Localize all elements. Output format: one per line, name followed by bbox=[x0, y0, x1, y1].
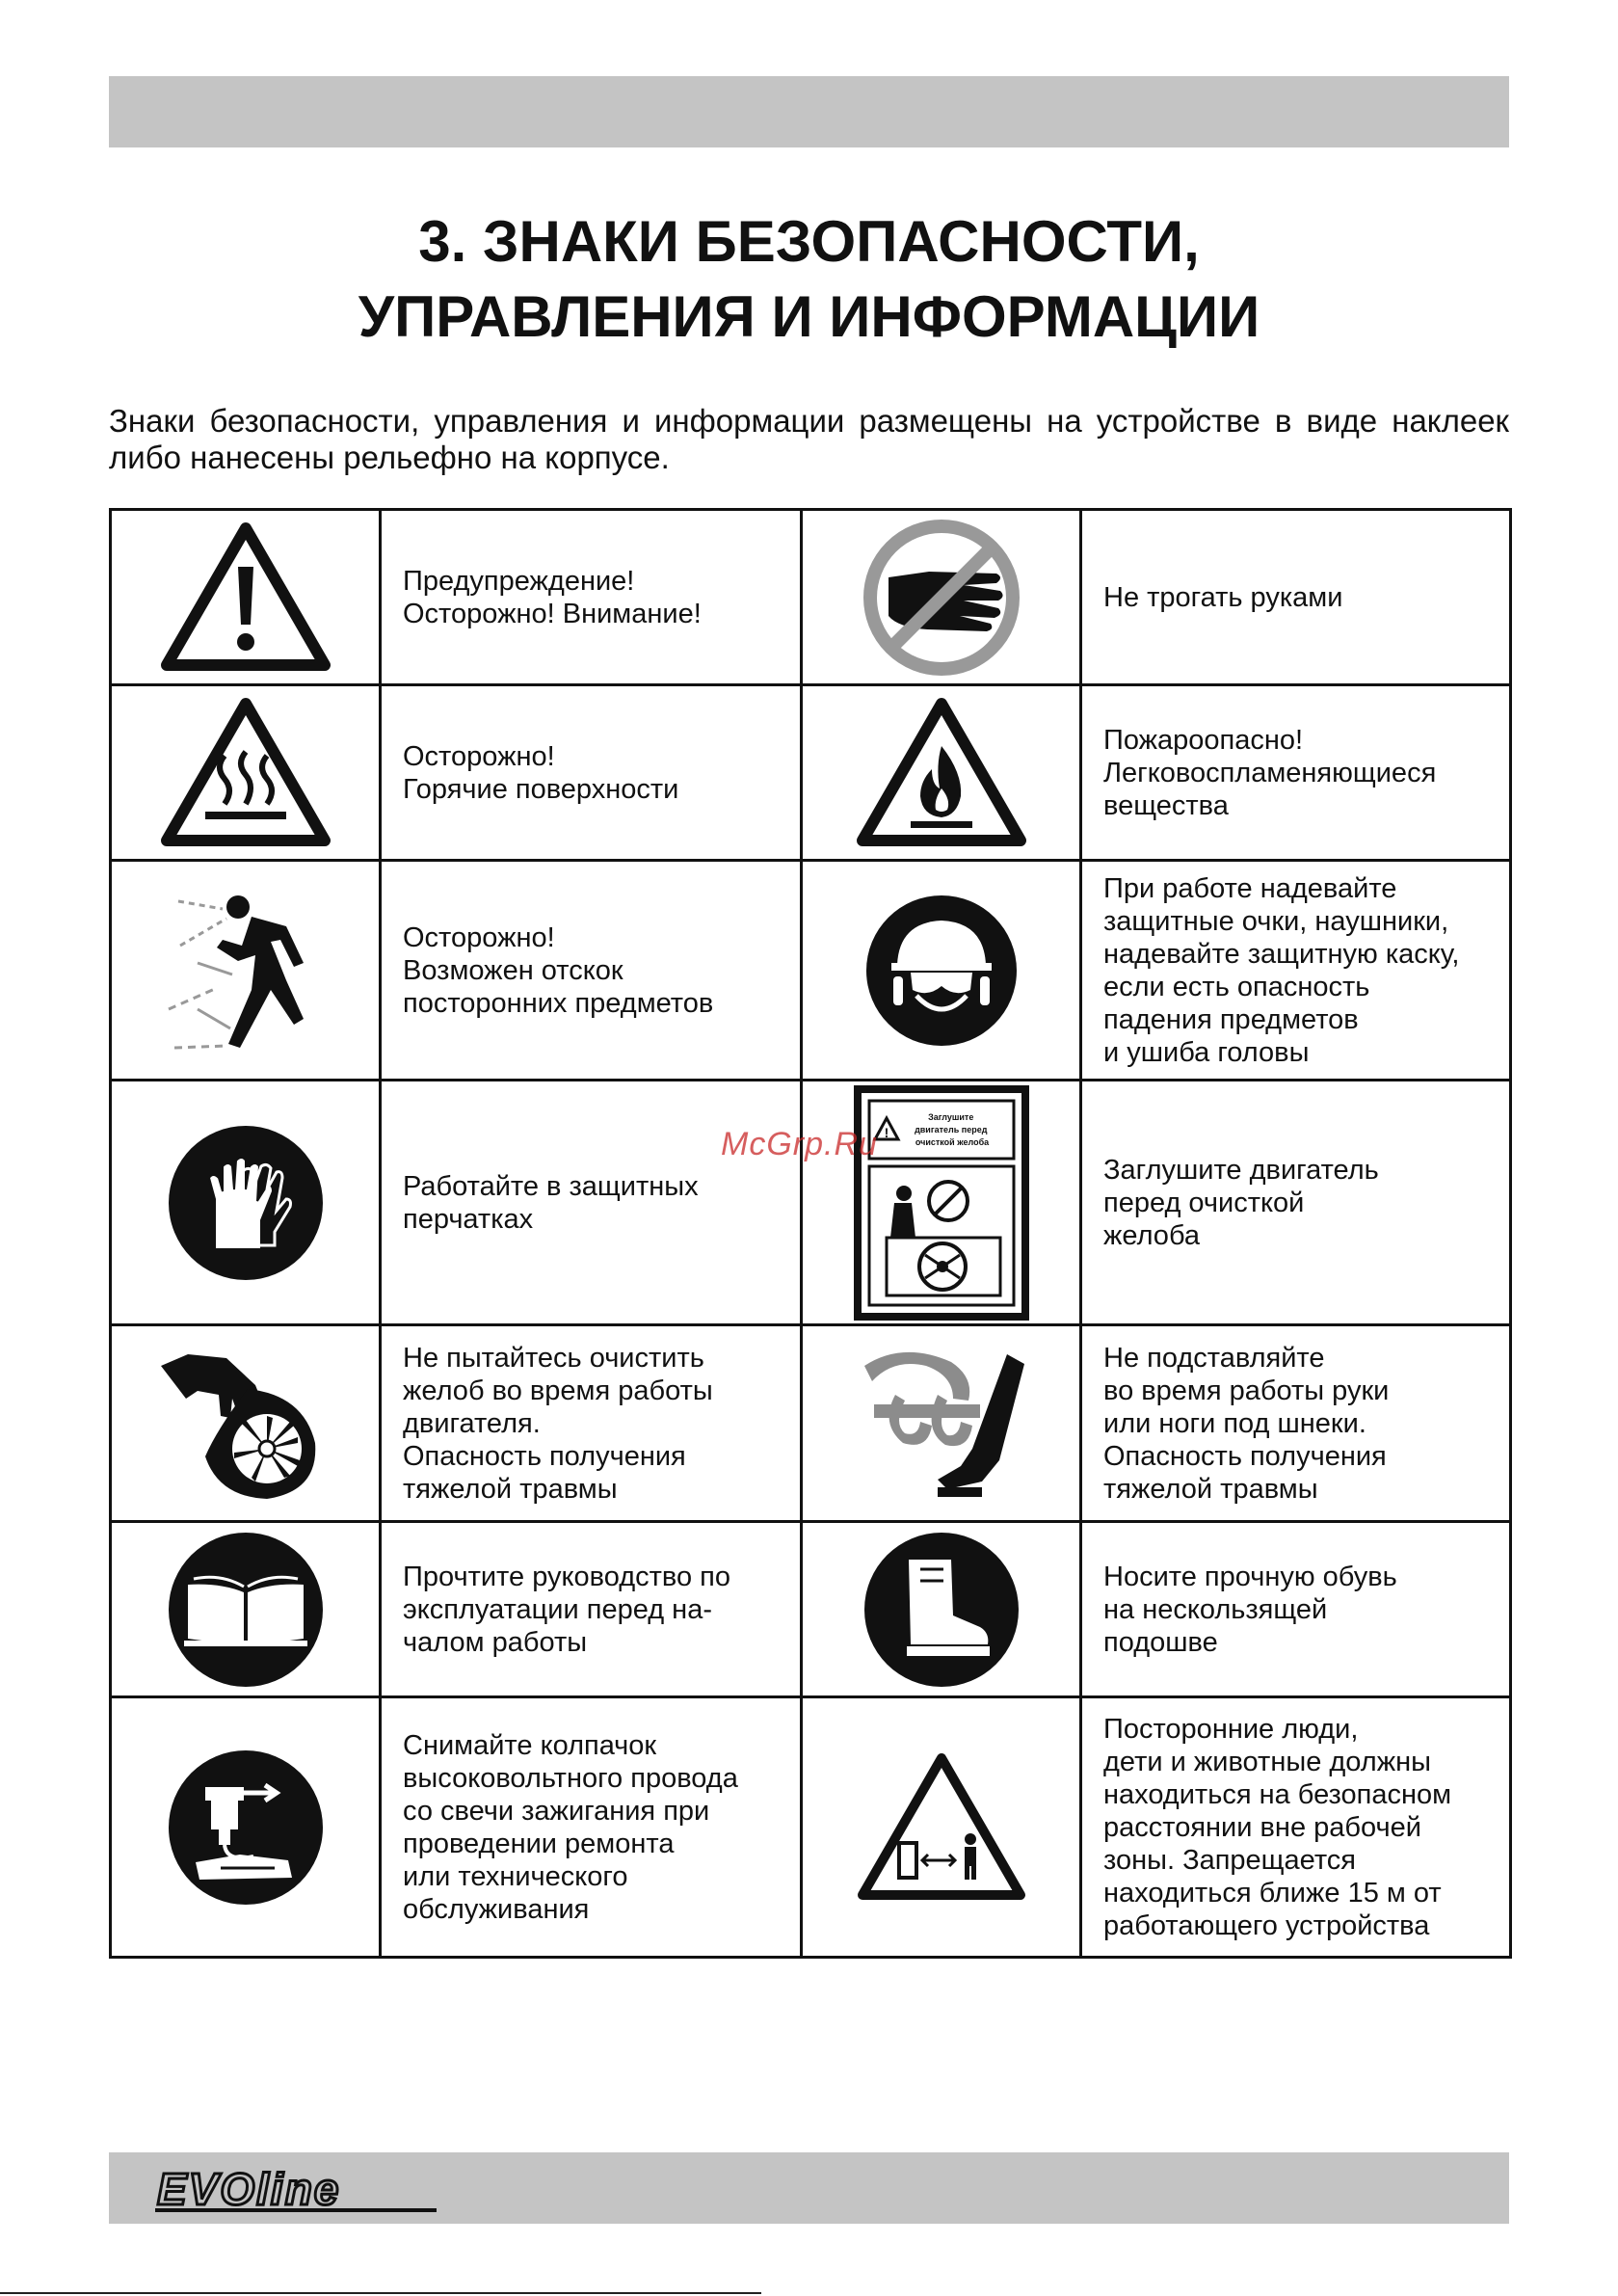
sign-description: Прочтите руководство по эксплуатации перед на- чалом работы bbox=[381, 1522, 802, 1697]
safety-boots-icon bbox=[862, 1531, 1021, 1689]
flying-objects-icon bbox=[159, 874, 332, 1067]
sign-description: Посторонние люди, дети и животные должны находиться на безопасном расстоянии вне рабочей зоны. Запрещается находиться ближе 15 м от работающего устройства bbox=[1081, 1697, 1511, 1958]
sign-description: Не пытайтесь очистить желоб во время работы двигателя. Опасность получения тяжелой травмы bbox=[381, 1325, 802, 1522]
sign-description: Носите прочную обувь на нескользящей подошве bbox=[1081, 1522, 1511, 1697]
header-bar bbox=[109, 76, 1509, 147]
sign-description: Работайте в защитных перчатках bbox=[381, 1081, 802, 1325]
sign-description: Снимайте колпачок высоковольтного провода со свечи зажигания при проведении ремонта или технического обслуживания bbox=[381, 1697, 802, 1958]
table-row bbox=[111, 1522, 1511, 1697]
head-protection-icon bbox=[864, 894, 1019, 1048]
footer-bar bbox=[109, 2152, 1509, 2224]
sign-description: Не подставляйте во время работы руки или ноги под шнеки. Опасность получения тяжелой травмы bbox=[1081, 1325, 1511, 1522]
sign-cell bbox=[111, 685, 381, 861]
warning-exclamation-icon bbox=[159, 521, 332, 675]
auger-foot-icon bbox=[845, 1337, 1038, 1510]
safe-distance-icon bbox=[855, 1750, 1028, 1905]
sign-description: Не трогать руками bbox=[1081, 510, 1511, 685]
svg-text:!: ! bbox=[884, 1124, 889, 1140]
hot-surface-icon bbox=[159, 696, 332, 850]
table-row bbox=[111, 685, 1511, 861]
sign-cell bbox=[802, 861, 1081, 1081]
label-line-1: Заглушите bbox=[927, 1111, 973, 1122]
signs-table bbox=[109, 508, 1512, 1959]
spark-plug-icon bbox=[167, 1749, 325, 1907]
table-row bbox=[111, 861, 1511, 1081]
no-hands-icon bbox=[860, 516, 1023, 680]
sign-cell bbox=[802, 1081, 1081, 1325]
intro-paragraph: Знаки безопасности, управления и информации размещены на устройстве в виде наклеек либо нанесены рельефно на корпусе. bbox=[109, 403, 1509, 475]
sign-description: При работе надевайте защитные очки, наушники, надевайте защитную каску, если есть опасность падения предметов и ушиба головы bbox=[1081, 861, 1511, 1081]
sign-cell bbox=[802, 1522, 1081, 1697]
evoline-logo bbox=[147, 2162, 475, 2216]
sign-cell bbox=[802, 1325, 1081, 1522]
title-line-1: 3. ЗНАКИ БЕЗОПАСНОСТИ, bbox=[418, 209, 1200, 274]
page-edge-line bbox=[0, 2292, 761, 2294]
sign-cell bbox=[111, 510, 381, 685]
label-line-2: двигатель перед bbox=[914, 1124, 987, 1135]
sign-cell bbox=[802, 510, 1081, 685]
sign-cell bbox=[802, 1697, 1081, 1958]
table-row bbox=[111, 1697, 1511, 1958]
sign-cell bbox=[111, 861, 381, 1081]
stop-engine-label-icon bbox=[852, 1083, 1031, 1322]
label-line-3: очисткой желоба bbox=[915, 1136, 989, 1147]
title-line-2: УПРАВЛЕНИЯ И ИНФОРМАЦИИ bbox=[358, 284, 1260, 349]
brand-text: EVOline bbox=[157, 2164, 341, 2214]
page-title bbox=[109, 204, 1509, 355]
sign-cell bbox=[111, 1522, 381, 1697]
sign-description: Заглушите двигатель перед очисткой желоба bbox=[1081, 1081, 1511, 1325]
sign-cell bbox=[802, 685, 1081, 861]
flammable-icon bbox=[855, 696, 1028, 850]
table-row bbox=[111, 510, 1511, 685]
sign-description: Пожароопасно! Легковоспламеняющиеся вещества bbox=[1081, 685, 1511, 861]
table-row bbox=[111, 1325, 1511, 1522]
sign-description: Предупреждение! Осторожно! Внимание! bbox=[381, 510, 802, 685]
sign-cell bbox=[111, 1697, 381, 1958]
read-manual-icon bbox=[167, 1531, 325, 1689]
gloves-icon bbox=[167, 1124, 325, 1282]
watermark: McGrp.Ru bbox=[721, 1126, 878, 1162]
sign-cell bbox=[111, 1325, 381, 1522]
sign-description: Осторожно! Возможен отскок посторонних предметов bbox=[381, 861, 802, 1081]
sign-cell bbox=[111, 1081, 381, 1325]
table-row bbox=[111, 1081, 1511, 1325]
chute-hand-icon bbox=[159, 1337, 332, 1510]
sign-description: Осторожно! Горячие поверхности bbox=[381, 685, 802, 861]
